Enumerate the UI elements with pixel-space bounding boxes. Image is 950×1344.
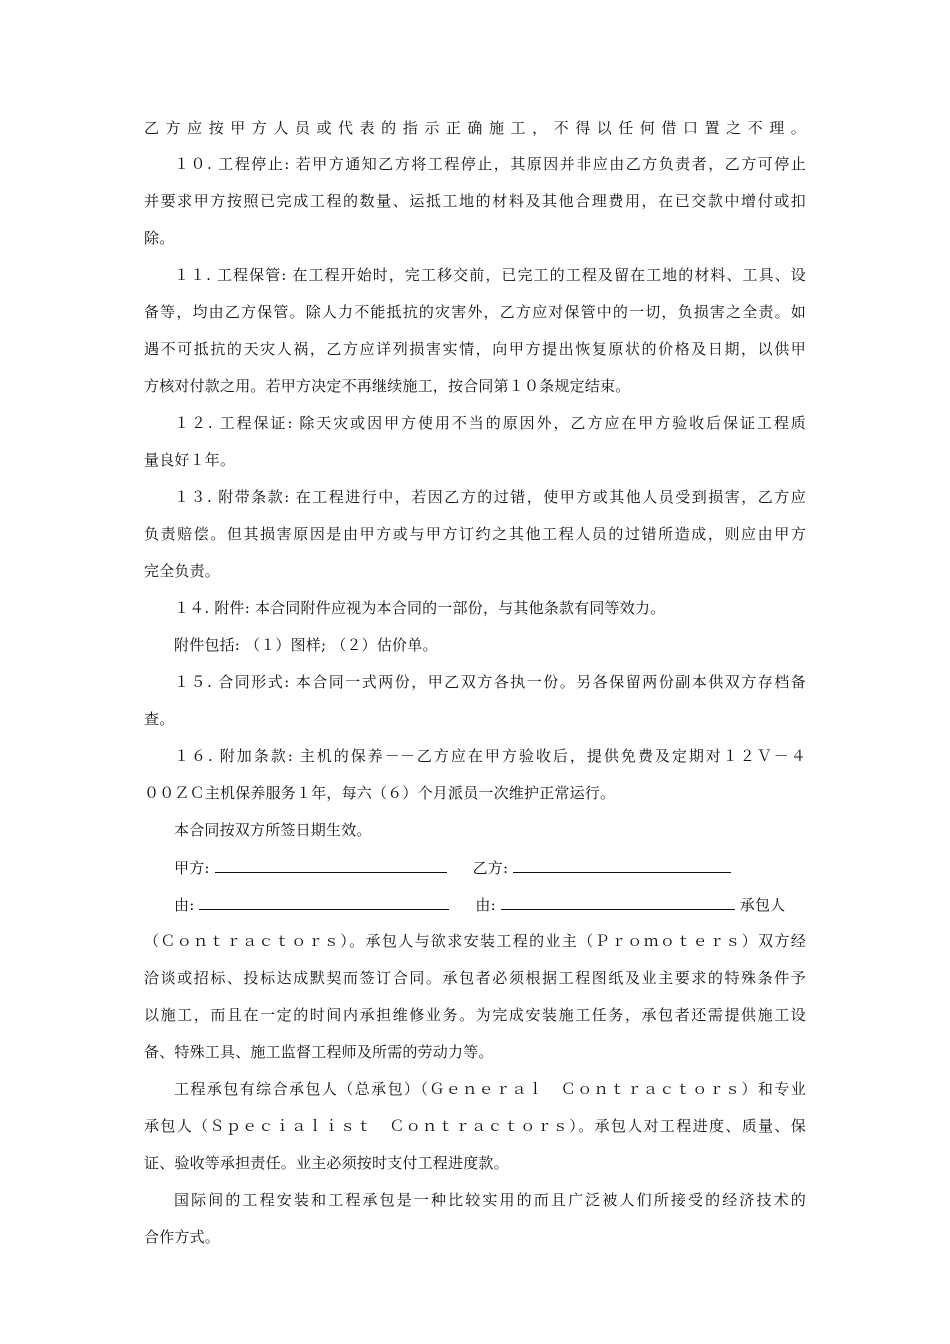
- text-line: 本合同按双方所签日期生效。: [174, 821, 372, 839]
- text-line: 国际间的工程安装和工程承包是一种比较实用的而且广泛被人们所接受的经济技术的: [174, 1191, 806, 1209]
- contractor-text: 承包人: [739, 896, 786, 914]
- text-line: １５. 合同形式: 本合同一式两份，甲乙双方各执一份。另各保留两份副本供双方存档备: [174, 673, 806, 691]
- text-line: 完全负责。: [144, 562, 221, 580]
- text-line: １０. 工程停止: 若甲方通知乙方将工程停止，其原因并非应由乙方负责者，乙方可停止: [174, 155, 806, 173]
- text-line: ００ＺＣ主机保养服务１年，每六（６）个月派员一次维护正常运行。: [144, 784, 616, 802]
- text-line: 负责赔偿。但其损害原因是由甲方或与甲方订约之其他工程人员的过错所造成，则应由甲方: [144, 525, 806, 543]
- text-line: 乙方应按甲方人员或代表的指示正确施工，不得以任何借口置之不理。: [144, 119, 806, 137]
- text-line: 查。: [144, 710, 175, 728]
- text-line: 除。: [144, 229, 175, 247]
- by-right-label: 由:: [475, 896, 496, 914]
- text-line: １６. 附加条款: 主机的保养－－乙方应在甲方验收后，提供免费及定期对１２Ｖ－４: [174, 747, 806, 765]
- by-left-label: 由:: [174, 896, 195, 914]
- signature-row-party: [174, 857, 731, 878]
- text-line: 以施工，而且在一定的时间内承担维修业务。为完成安装施工任务，承包者还需提供施工设: [144, 1006, 806, 1024]
- text-line: １２. 工程保证: 除天灾或因甲方使用不当的原因外，乙方应在甲方验收后保证工程质: [174, 414, 806, 432]
- text-line: 附件包括: （１）图样; （２）估价单。: [174, 636, 438, 654]
- text-line: １３. 附带条款: 在工程进行中，若因乙方的过错，使甲方或其他人员受到损害，乙方应: [174, 488, 806, 506]
- text-line: （Ｃｏｎｔｒａｃｔｏｒｓ）。承包人与欲求安装工程的业主（Ｐｒｏｍｏｔｅｒｓ）双方经: [144, 932, 806, 950]
- party-a-blank: [215, 857, 447, 873]
- party-b-blank: [513, 857, 731, 873]
- party-b-label: 乙方:: [472, 859, 509, 877]
- text-line: 工程承包有综合承包人（总承包）（Ｇｅｎｅｒａｌ Ｃｏｎｔｒａｃｔｏｒｓ）和专业: [174, 1080, 806, 1098]
- text-line: 备、特殊工具、施工监督工程师及所需的劳动力等。: [144, 1043, 494, 1061]
- party-a-label: 甲方:: [174, 859, 210, 877]
- by-right-blank: [501, 894, 735, 910]
- text-line: １１. 工程保管: 在工程开始时，完工移交前，已完工的工程及留在工地的材料、工具、设: [174, 266, 806, 284]
- text-line: 证、验收等承担责任。业主必须按时支付工程进度款。: [144, 1154, 509, 1172]
- text-line: 合作方式。: [144, 1228, 221, 1246]
- signature-row-by: [174, 894, 785, 915]
- text-line: 承包人（Ｓｐｅｃｉａｌｉｓｔ Ｃｏｎｔｒａｃｔｏｒｓ）。承包人对工程进度、质量、保: [144, 1117, 806, 1135]
- text-line: １４. 附件: 本合同附件应视为本合同的一部份，与其他条款有同等效力。: [174, 599, 666, 617]
- text-line: 备等，均由乙方保管。除人力不能抵抗的灾害外，乙方应对保管中的一切，负损害之全责。如: [144, 303, 806, 321]
- text-line: 洽谈或招标、投标达成默契而签订合同。承包者必须根据工程图纸及业主要求的特殊条件予: [144, 969, 806, 987]
- text-line: 遇不可抵抗的天灾人祸，乙方应详列损害实情，向甲方提出恢复原状的价格及日期，以供甲: [144, 340, 806, 358]
- text-line: 并要求甲方按照已完成工程的数量、运抵工地的材料及其他合理费用，在已交款中增付或扣: [144, 192, 806, 210]
- by-left-blank: [199, 894, 449, 910]
- text-line: 量良好１年。: [144, 451, 236, 469]
- text-line: 方核对付款之用。若甲方决定不再继续施工，按合同第１０条规定结束。: [144, 377, 631, 395]
